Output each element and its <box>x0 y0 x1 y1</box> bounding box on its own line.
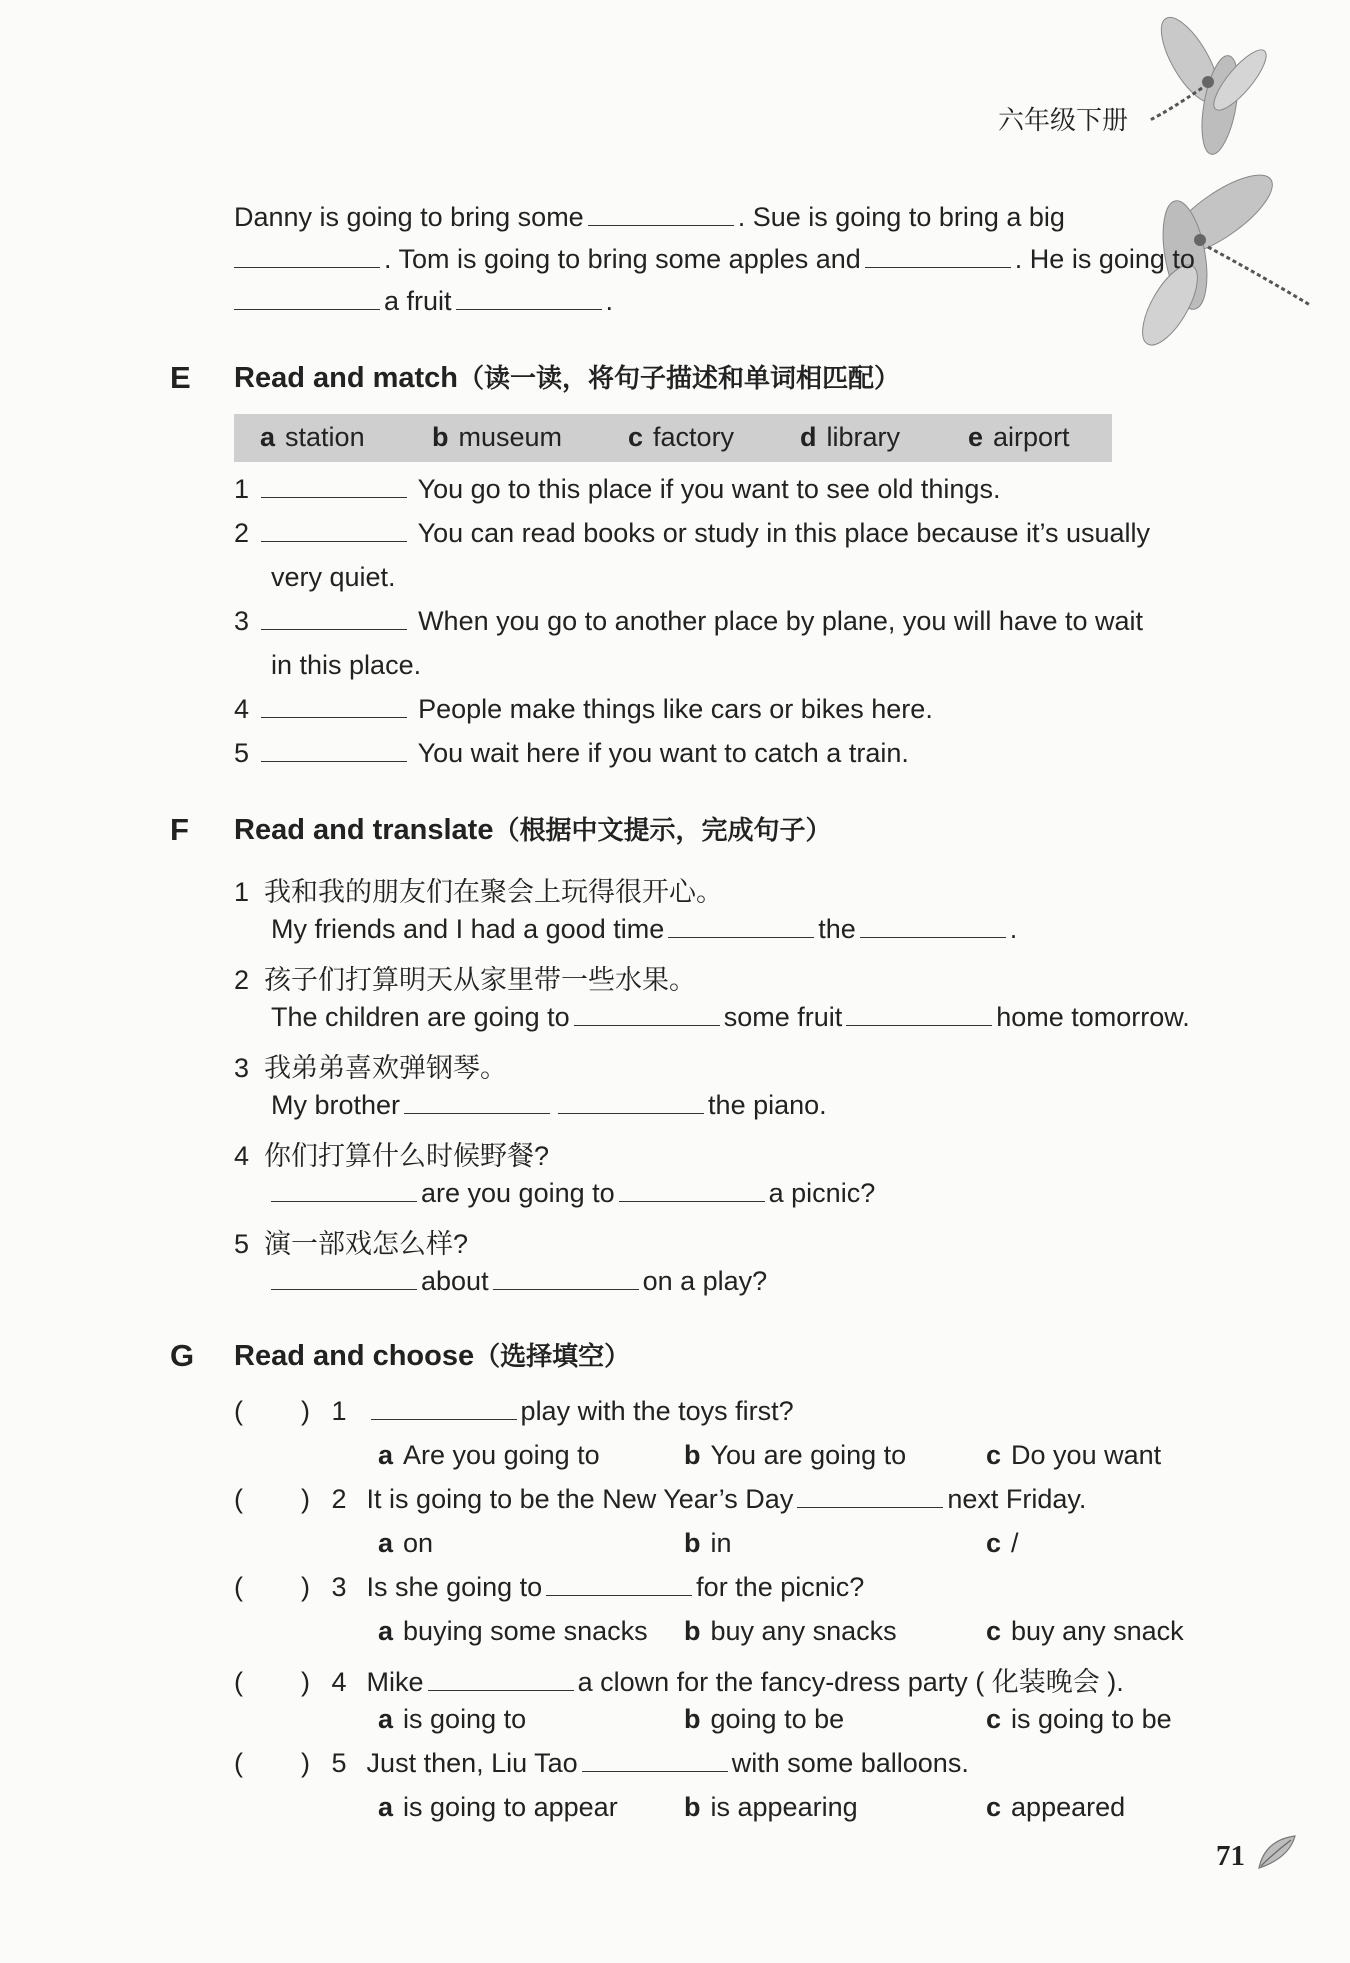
translate-item-3-en: My brother the piano. <box>271 1090 827 1120</box>
section-f-heading <box>234 810 832 847</box>
section-e-letter: E <box>170 360 191 395</box>
section-e-note: （读一读，将句子描述和单词相匹配） <box>458 363 901 393</box>
answer-blank[interactable] <box>865 245 1011 268</box>
grade-label: 六年级下册 <box>998 105 1129 135</box>
intro-text: Danny is going to bring some <box>234 202 584 232</box>
answer-blank[interactable] <box>428 1668 574 1691</box>
answer-paren[interactable]: ( ) <box>234 1748 310 1778</box>
translate-item-4-cn: 4 你们打算什么时候野餐? <box>234 1141 550 1171</box>
word-bank-item: c factory <box>628 422 735 452</box>
section-g-note: （选择填空） <box>474 1341 631 1371</box>
choose-item-1-option-b[interactable]: b You are going to <box>684 1440 907 1470</box>
choose-item-4-option-c[interactable]: c is going to be <box>986 1704 1172 1734</box>
choose-item-1-option-a[interactable]: a Are you going to <box>378 1440 600 1470</box>
intro-text: . Tom is going to bring some apples and <box>384 244 861 274</box>
word-bank-item: b museum <box>432 422 563 452</box>
translate-item-1-en: My friends and I had a good time the . <box>271 914 1018 944</box>
page-number: 71 <box>1216 1840 1245 1872</box>
translate-item-2-en: The children are going to some fruit home tomorrow. <box>271 1002 1190 1032</box>
answer-blank[interactable] <box>234 287 380 310</box>
section-f-note: （根据中文提示，完成句子） <box>493 815 832 845</box>
translate-item-1-cn: 1 我和我的朋友们在聚会上玩得很开心。 <box>234 877 724 907</box>
section-e-title: Read and match <box>234 362 458 394</box>
word-bank <box>234 414 1112 462</box>
word-bank-item: a station <box>260 422 365 452</box>
answer-blank[interactable] <box>261 475 407 498</box>
answer-blank[interactable] <box>404 1091 550 1114</box>
dragonfly-decoration-top <box>1130 10 1270 170</box>
answer-blank[interactable] <box>588 203 734 226</box>
answer-blank[interactable] <box>797 1485 943 1508</box>
answer-blank[interactable] <box>582 1749 728 1772</box>
answer-paren[interactable]: ( ) <box>234 1572 310 1602</box>
choose-item-5-option-a[interactable]: a is going to appear <box>378 1792 618 1822</box>
translate-item-3-cn: 3 我弟弟喜欢弹钢琴。 <box>234 1053 508 1083</box>
section-g-letter: G <box>170 1338 195 1373</box>
answer-blank[interactable] <box>456 287 602 310</box>
answer-blank[interactable] <box>558 1091 704 1114</box>
leaf-icon <box>1255 1832 1301 1872</box>
word-bank-item: d library <box>800 422 901 452</box>
choose-item-3-option-c[interactable]: c buy any snack <box>986 1616 1184 1646</box>
match-item-3: 3 When you go to another place by plane, you will have to wait <box>234 606 1144 636</box>
answer-blank[interactable] <box>846 1003 992 1026</box>
choose-item-5-option-c[interactable]: c appeared <box>986 1792 1126 1822</box>
match-item-1: 1 You go to this place if you want to see old things. <box>234 474 1001 504</box>
match-item-5: 5 You wait here if you want to catch a train. <box>234 738 909 768</box>
word-bank-item: e airport <box>968 422 1070 452</box>
answer-blank[interactable] <box>493 1267 639 1290</box>
choose-item-3: ( ) 3 Is she going to for the picnic? <box>234 1572 865 1602</box>
answer-paren[interactable]: ( ) <box>234 1396 310 1426</box>
section-e-heading <box>234 358 900 395</box>
answer-paren[interactable]: ( ) <box>234 1667 310 1697</box>
answer-paren[interactable]: ( ) <box>234 1484 310 1514</box>
choose-item-2: ( ) 2 It is going to be the New Year’s Day next Friday. <box>234 1484 1087 1514</box>
translate-item-2-cn: 2 孩子们打算明天从家里带一些水果。 <box>234 965 697 995</box>
choose-item-2-option-b[interactable]: b in <box>684 1528 732 1558</box>
choose-item-1: ( ) 1 play with the toys first? <box>234 1396 794 1426</box>
answer-blank[interactable] <box>668 915 814 938</box>
choose-item-3-option-a[interactable]: a buying some snacks <box>378 1616 648 1646</box>
answer-blank[interactable] <box>546 1573 692 1596</box>
answer-blank[interactable] <box>619 1179 765 1202</box>
intro-line-3 <box>230 286 613 317</box>
intro-text: . <box>605 286 614 316</box>
answer-blank[interactable] <box>261 739 407 762</box>
intro-text: . He is going to <box>1014 244 1195 274</box>
intro-text: a fruit <box>384 286 452 316</box>
match-item-2: 2 You can read books or study in this place because it’s usually <box>234 518 1151 548</box>
answer-blank[interactable] <box>261 519 407 542</box>
choose-item-5-option-b[interactable]: b is appearing <box>684 1792 858 1822</box>
translate-item-4-en: are you going to a picnic? <box>267 1178 875 1209</box>
choose-item-1-option-c[interactable]: c Do you want <box>986 1440 1162 1470</box>
choose-item-2-option-c[interactable]: c / <box>986 1528 1019 1558</box>
choose-item-4-option-a[interactable]: a is going to <box>378 1704 527 1734</box>
section-g-heading <box>234 1336 630 1373</box>
section-f-letter: F <box>170 812 189 847</box>
choose-item-2-option-a[interactable]: a on <box>378 1528 434 1558</box>
match-item-3-cont: in this place. <box>271 650 422 680</box>
choose-item-5: ( ) 5 Just then, Liu Tao with some balloons. <box>234 1748 969 1778</box>
section-g-title: Read and choose <box>234 1340 475 1372</box>
answer-blank[interactable] <box>271 1179 417 1202</box>
answer-blank[interactable] <box>261 695 407 718</box>
translate-item-5-en: about on a play? <box>267 1266 767 1297</box>
answer-blank[interactable] <box>271 1267 417 1290</box>
intro-line-2 <box>230 244 1195 275</box>
choose-item-4-option-b[interactable]: b going to be <box>684 1704 845 1734</box>
section-f-title: Read and translate <box>234 814 494 846</box>
answer-blank[interactable] <box>234 245 380 268</box>
answer-blank[interactable] <box>860 915 1006 938</box>
choose-item-4: ( ) 4 Mike a clown for the fancy-dress party ( 化装晚会 ). <box>234 1667 1124 1697</box>
intro-line-1 <box>234 202 1065 233</box>
intro-text: . Sue is going to bring a big <box>737 202 1065 232</box>
match-item-4: 4 People make things like cars or bikes here. <box>234 694 933 724</box>
answer-blank[interactable] <box>371 1397 517 1420</box>
match-item-2-cont: very quiet. <box>271 562 396 592</box>
choose-item-3-option-b[interactable]: b buy any snacks <box>684 1616 897 1646</box>
answer-blank[interactable] <box>574 1003 720 1026</box>
answer-blank[interactable] <box>261 607 407 630</box>
translate-item-5-cn: 5 演一部戏怎么样? <box>234 1229 469 1259</box>
